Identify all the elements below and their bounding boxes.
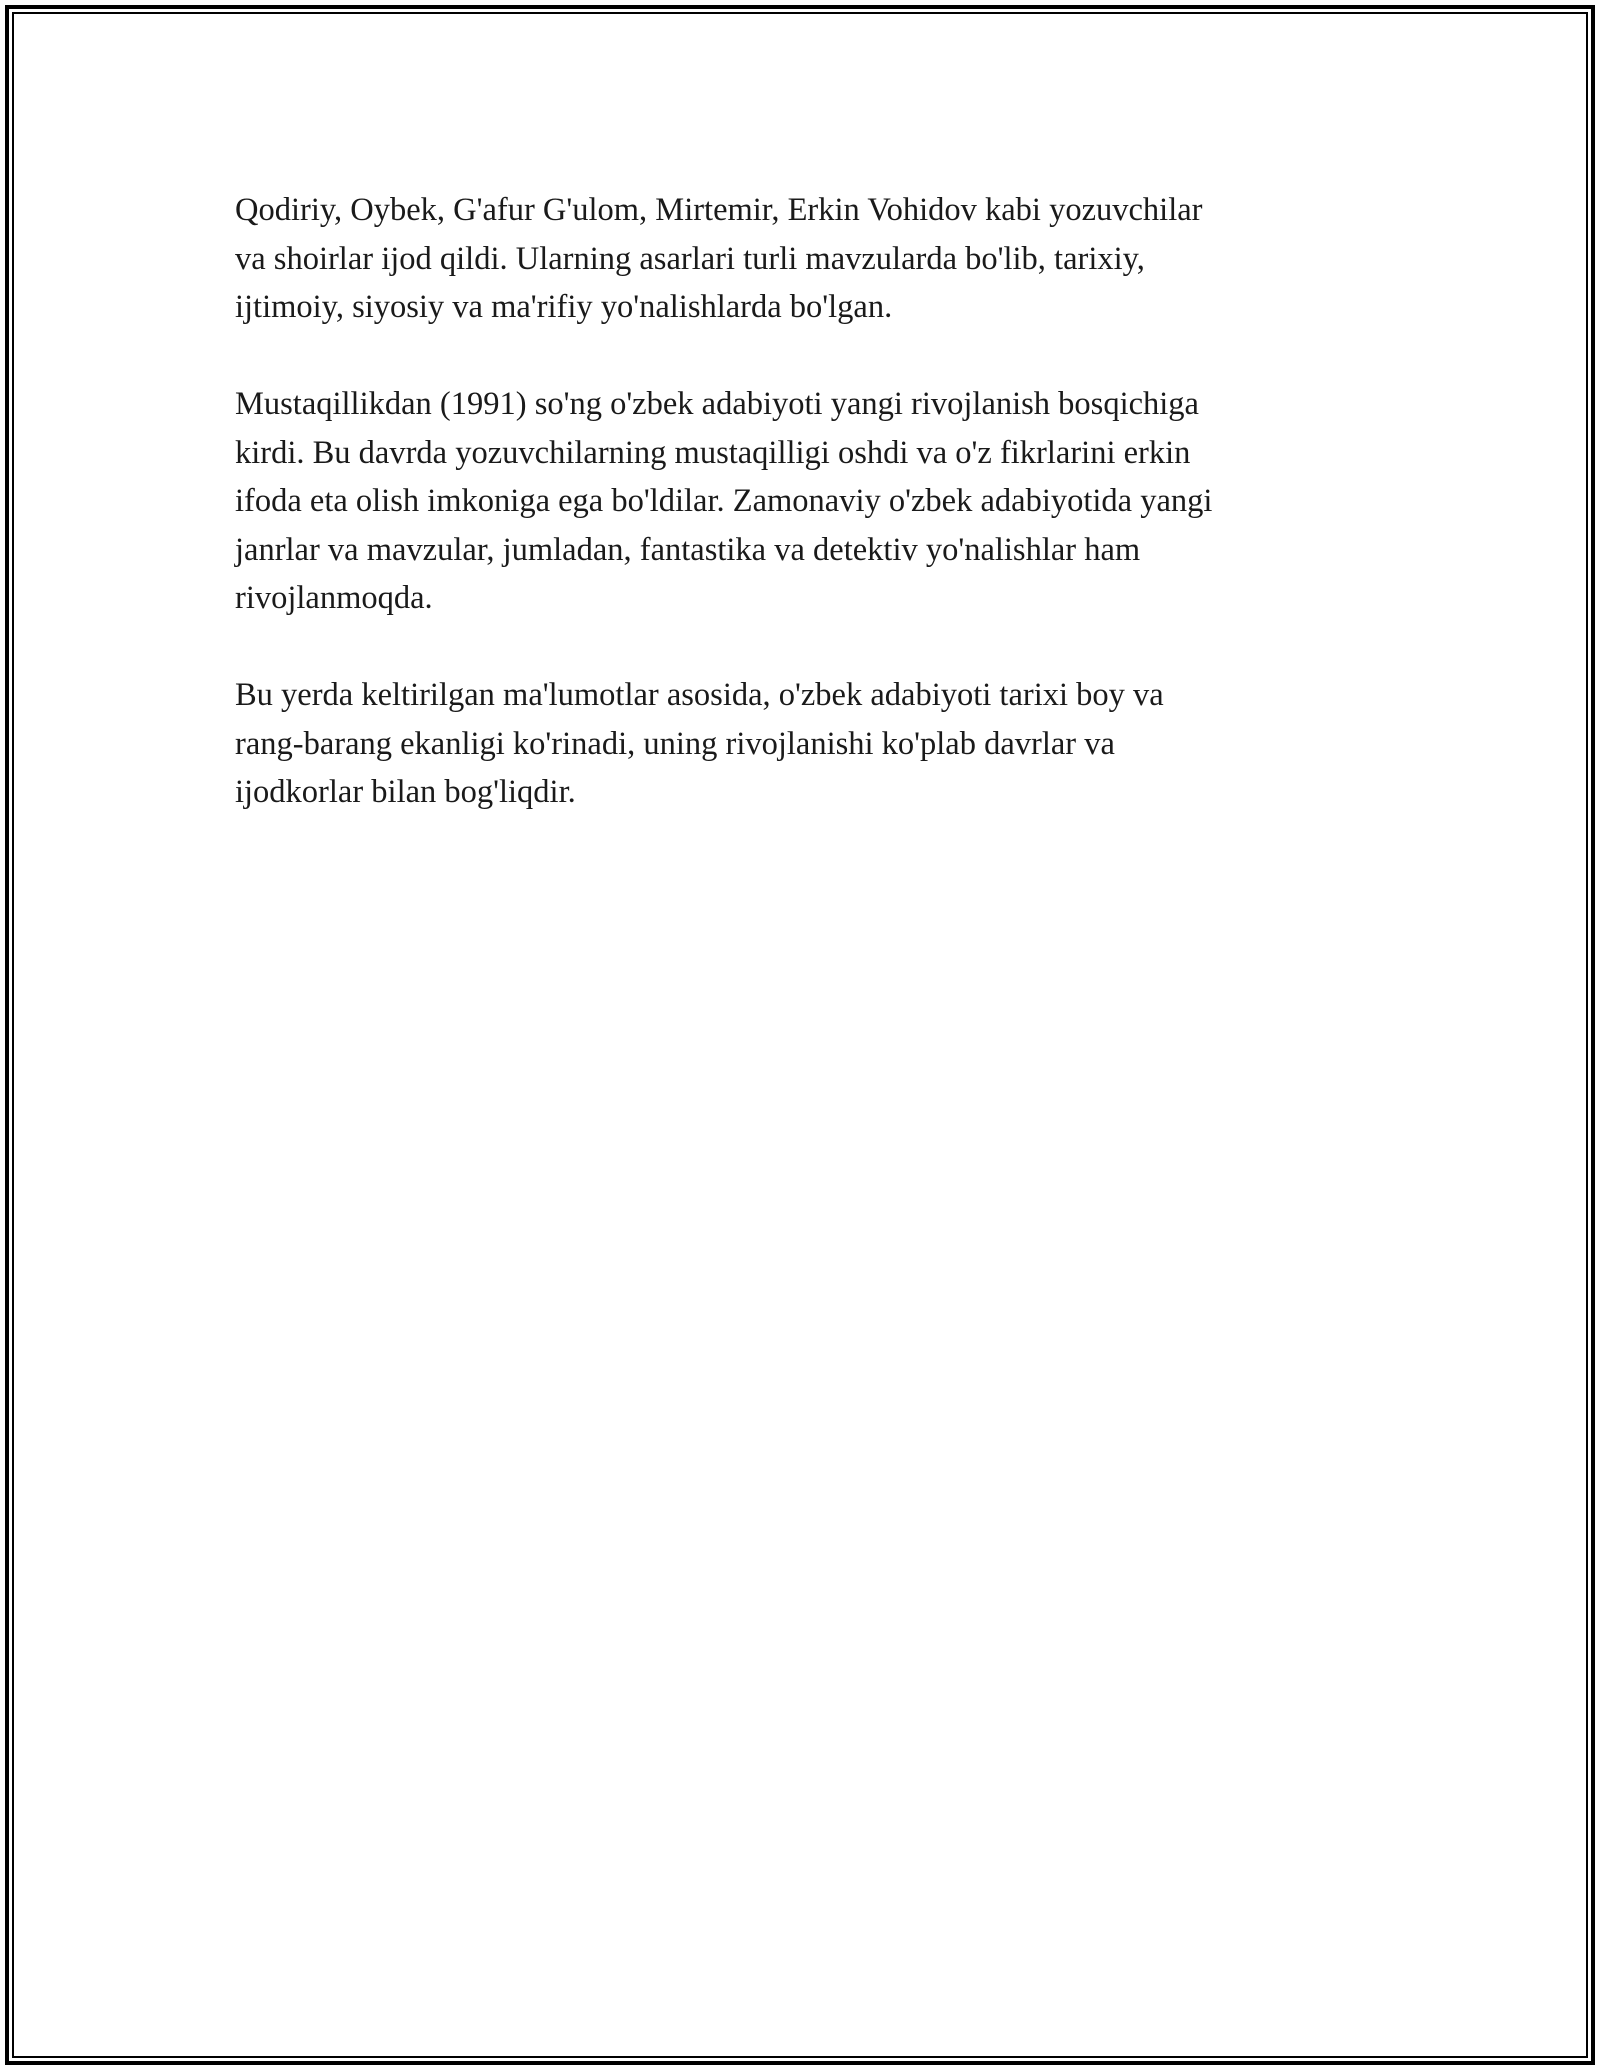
paragraph-independence: Mustaqillikdan (1991) so'ng o'zbek adabiyoti yangi rivojlanish bosqichiga kirdi. Bu davrda yozuvchilarning mustaqilligi oshdi va o'z fikrlarini erkin ifoda eta olish imkoniga ega bo'ldilar. Zamonaviy o'zbek adabiyotida yangi janrlar va mavzular, jumladan, fantastika va detektiv yo'nalishlar ham rivojlanmoqda. bbox=[235, 386, 1213, 616]
paragraph-conclusion: Bu yerda keltirilgan ma'lumotlar asosida, o'zbek adabiyoti tarixi boy va rang-barang ekanligi ko'rinadi, uning rivojlanishi ko'plab davrlar va ijodkorlar bilan bog'liqdir. bbox=[235, 677, 1164, 810]
paragraph-writers: Qodiriy, Oybek, G'afur G'ulom, Mirtemir, Erkin Vohidov kabi yozuvchilar va shoirlar ijod qildi. Ularning asarlari turli mavzularda bo'lib, tarixiy, ijtimoiy, siyosiy va ma'rifiy yo'nalishlarda bo'lgan. bbox=[235, 192, 1203, 325]
document-body bbox=[235, 186, 1375, 865]
